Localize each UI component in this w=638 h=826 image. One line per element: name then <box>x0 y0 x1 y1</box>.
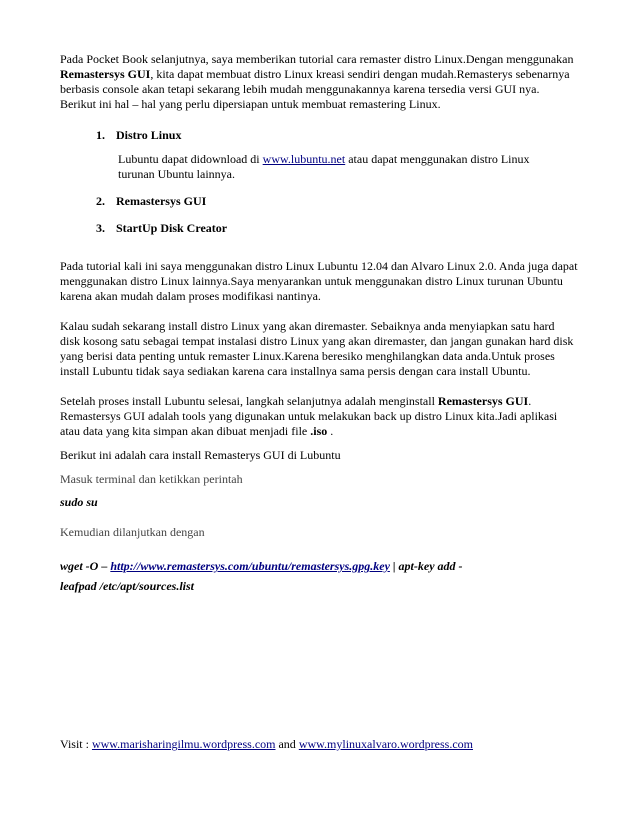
install-steps-heading: Berikut ini adalah cara install Remasterys GUI di Lubuntu <box>60 448 341 462</box>
document-page <box>60 52 582 751</box>
list-item-startup-disk-creator: 3. StartUp Disk Creator <box>96 221 228 235</box>
intro-paragraph: Pada Pocket Book selanjutnya, saya memberikan tutorial cara remaster distro Linux.Dengan menggunakan Remastersys GUI, kita dapat membuat distro Linux kreasi sendiri dengan mudah.Remasterys sebenarnya berbasis console akan tetapi sekarang lebih mudah menggunakannya karena tersedia versi GUI nya. Berikut ini hal – hal yang perlu dipersiapan untuk membuat remastering Linux. <box>60 52 574 111</box>
lubuntu-link[interactable]: www.lubuntu.net <box>262 152 346 166</box>
list-item-distro-linux: 1. Distro Linux <box>96 128 182 142</box>
install-paragraph: Kalau sudah sekarang install distro Linux yang akan diremaster. Sebaiknya anda menyiapkan satu hard disk kosong satu sebagai tempat instalasi distro Linux yang akan diremaster, dan jangan gunakan hard disk yang berisi data penting untuk remaster Linux.Karena beresiko menghilangkan data anda.Untuk proses install Lubuntu tidak saya sediakan karena cara installnya sama persis dengan cara install Ubuntu. <box>60 319 574 378</box>
mylinuxalvaro-link[interactable]: www.mylinuxalvaro.wordpress.com <box>298 737 473 751</box>
marisharingilmu-link[interactable]: www.marisharingilmu.wordpress.com <box>91 737 276 751</box>
command-wget: wget -O – http://www.remastersys.com/ubuntu/remastersys.gpg.key | apt-key add - <box>60 559 463 573</box>
remastersys-paragraph: Setelah proses install Lubuntu selesai, langkah selanjutnya adalah menginstall Remastersys GUI. Remastersys GUI adalah tools yang digunakan untuk melakukan back up distro Linux kita.Jadi aplikasi atau data yang kita simpan akan dibuat menjadi file .iso . <box>60 394 558 438</box>
continue-instruction: Kemudian dilanjutkan dengan <box>60 525 205 539</box>
distro-linux-description: Lubuntu dapat didownload di www.lubuntu.net atau dapat menggunakan distro Linux turunan Ubuntu lainnya. <box>118 152 530 181</box>
terminal-instruction: Masuk terminal dan ketikkan perintah <box>60 472 243 486</box>
command-sudo-su: sudo su <box>60 495 98 509</box>
list-item-remastersys-gui: 2. Remastersys GUI <box>96 194 207 208</box>
footer-visit: Visit : www.marisharingilmu.wordpress.com and www.mylinuxalvaro.wordpress.com <box>60 737 473 751</box>
tutorial-paragraph: Pada tutorial kali ini saya menggunakan distro Linux Lubuntu 12.04 dan Alvaro Linux 2.0. Anda juga dapat menggunakan distro Linux lainnya.Saya menyarankan untuk menggunakan distro Linux turunan Ubuntu karena akan mudah dalam proses modifikasi nantinya. <box>60 259 578 303</box>
remastersys-gui-bold: Remastersys GUI <box>60 67 151 81</box>
remastersys-key-link[interactable]: http://www.remastersys.com/ubuntu/remastersys.gpg.key <box>110 559 390 573</box>
command-leafpad: leafpad /etc/apt/sources.list <box>60 579 194 593</box>
